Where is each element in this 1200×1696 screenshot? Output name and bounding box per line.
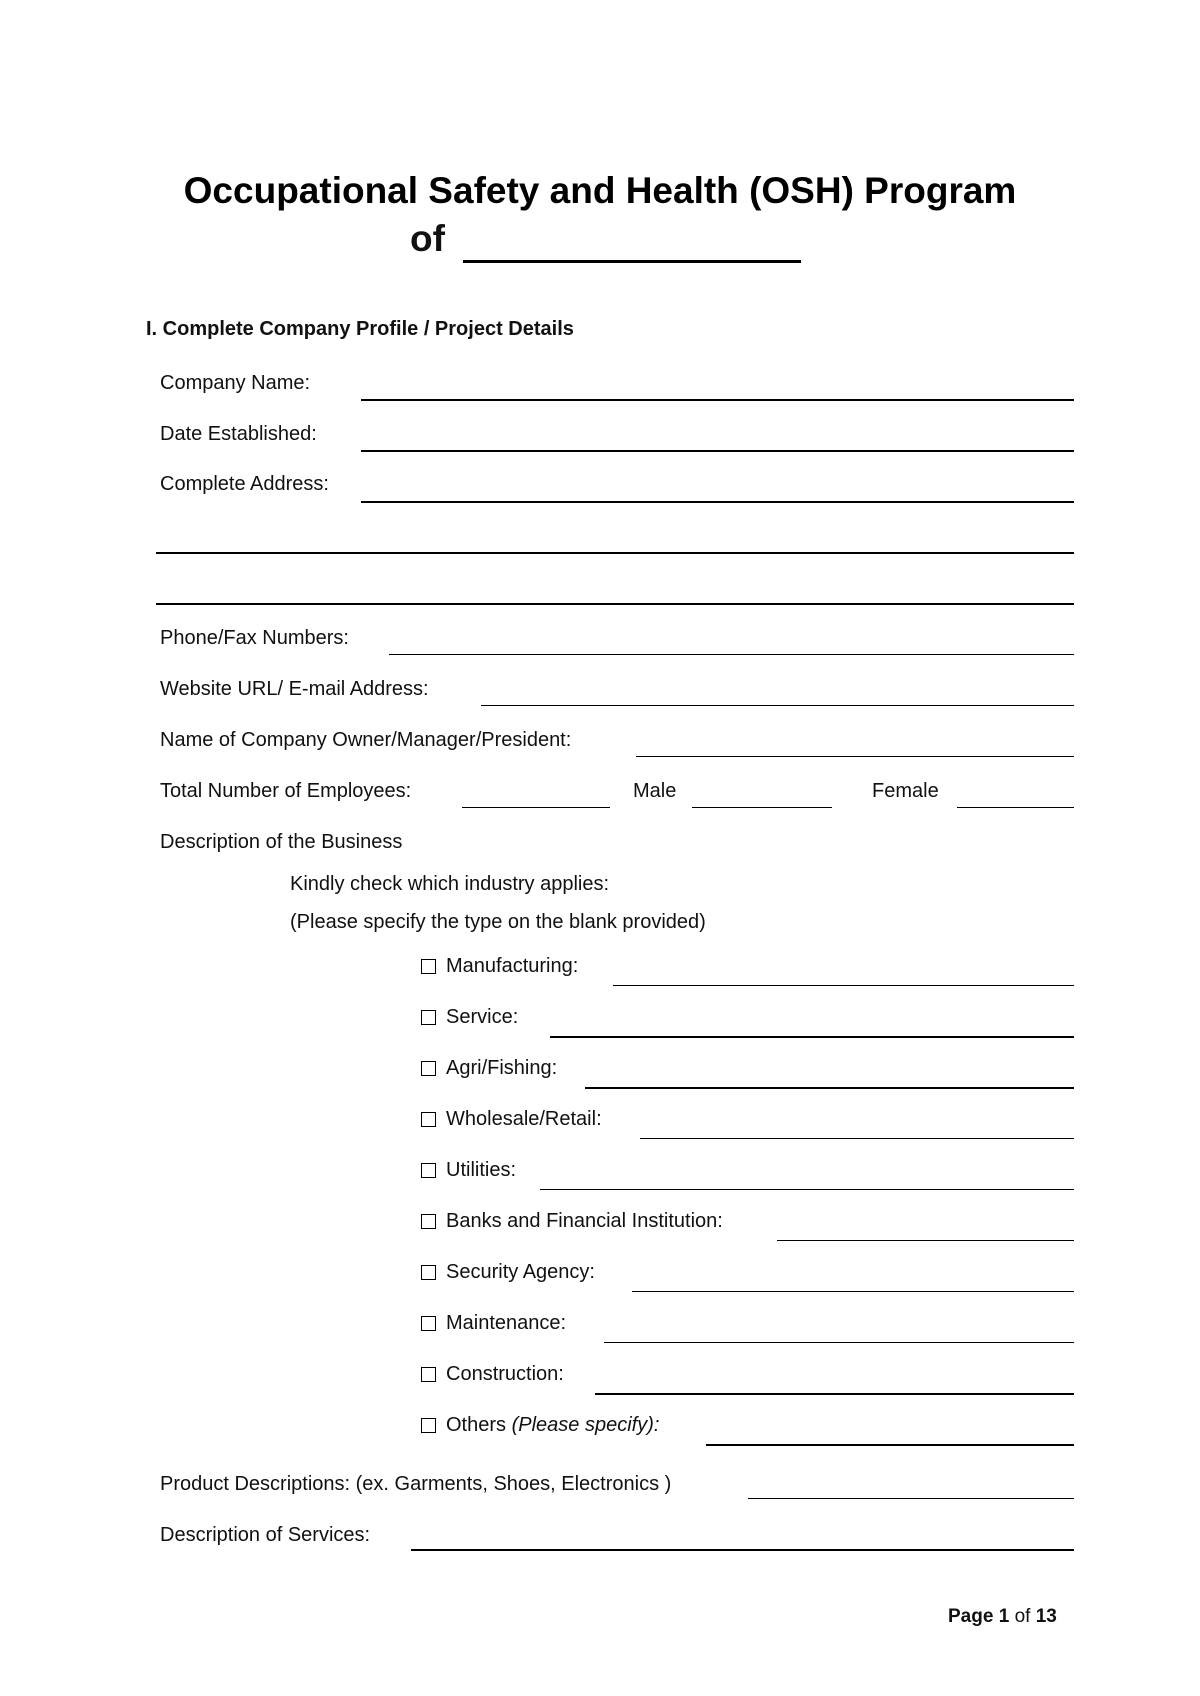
maintenance-field[interactable]: [604, 1342, 1074, 1343]
industry-option-maintenance: Maintenance:: [421, 1312, 566, 1335]
construction-field[interactable]: [595, 1393, 1074, 1395]
date-established-field[interactable]: [361, 450, 1074, 452]
male-label: Male: [633, 780, 677, 802]
female-label: Female: [872, 780, 939, 802]
industry-option-banks: Banks and Financial Institution:: [421, 1210, 723, 1233]
description-services-field[interactable]: [411, 1549, 1074, 1551]
checkbox-icon[interactable]: [421, 1214, 436, 1229]
checkbox-icon[interactable]: [421, 1265, 436, 1280]
industry-note: (Please specify the type on the blank provided): [290, 911, 706, 933]
complete-address-label: Complete Address:: [160, 473, 329, 495]
date-established-label: Date Established:: [160, 423, 317, 445]
complete-address-field[interactable]: [361, 501, 1074, 503]
checkbox-icon[interactable]: [421, 1061, 436, 1076]
product-descriptions-field[interactable]: [748, 1498, 1074, 1499]
industry-option-service: Service:: [421, 1006, 518, 1029]
banks-field[interactable]: [777, 1240, 1074, 1241]
business-description-label: Description of the Business: [160, 831, 403, 853]
checkbox-icon[interactable]: [421, 1316, 436, 1331]
industry-option-others: Others (Please specify):: [421, 1414, 659, 1437]
total-employees-label: Total Number of Employees:: [160, 780, 412, 802]
industry-option-manufacturing: Manufacturing:: [421, 955, 578, 978]
service-field[interactable]: [550, 1036, 1074, 1038]
industry-option-utilities: Utilities:: [421, 1159, 516, 1182]
company-name-title-blank[interactable]: [463, 260, 801, 263]
checkbox-icon[interactable]: [421, 1367, 436, 1382]
company-name-field[interactable]: [361, 399, 1074, 401]
industry-instruction: Kindly check which industry applies:: [290, 873, 610, 895]
complete-address-field-line3[interactable]: [156, 603, 1074, 605]
industry-option-wholesale-retail: Wholesale/Retail:: [421, 1108, 602, 1131]
industry-option-agri-fishing: Agri/Fishing:: [421, 1057, 557, 1080]
industry-option-construction: Construction:: [421, 1363, 564, 1386]
checkbox-icon[interactable]: [421, 1010, 436, 1025]
checkbox-icon[interactable]: [421, 959, 436, 974]
utilities-field[interactable]: [540, 1189, 1074, 1190]
phone-fax-label: Phone/Fax Numbers:: [160, 627, 349, 649]
agri-fishing-field[interactable]: [585, 1087, 1074, 1089]
document-title: Occupational Safety and Health (OSH) Program: [183, 170, 1017, 211]
checkbox-icon[interactable]: [421, 1163, 436, 1178]
manufacturing-field[interactable]: [613, 985, 1074, 986]
document-title-of: of: [410, 218, 445, 259]
industry-option-security-agency: Security Agency:: [421, 1261, 595, 1284]
wholesale-retail-field[interactable]: [640, 1138, 1074, 1139]
female-field[interactable]: [957, 807, 1074, 808]
complete-address-field-line2[interactable]: [156, 552, 1074, 554]
company-name-label: Company Name:: [160, 372, 311, 394]
website-email-label: Website URL/ E-mail Address:: [160, 678, 429, 700]
others-field[interactable]: [706, 1444, 1074, 1446]
checkbox-icon[interactable]: [421, 1418, 436, 1433]
website-email-field[interactable]: [481, 705, 1074, 706]
section-heading: I. Complete Company Profile / Project Details: [146, 318, 574, 340]
male-field[interactable]: [692, 807, 832, 808]
checkbox-icon[interactable]: [421, 1112, 436, 1127]
total-employees-field[interactable]: [462, 807, 610, 808]
owner-label: Name of Company Owner/Manager/President:: [160, 729, 572, 751]
security-agency-field[interactable]: [632, 1291, 1074, 1292]
phone-fax-field[interactable]: [389, 654, 1074, 655]
page-number: Page 1 of 13: [948, 1606, 1057, 1627]
product-descriptions-label: Product Descriptions: (ex. Garments, Shoes, Electronics ): [160, 1473, 672, 1495]
owner-field[interactable]: [636, 756, 1074, 757]
description-services-label: Description of Services:: [160, 1524, 371, 1546]
